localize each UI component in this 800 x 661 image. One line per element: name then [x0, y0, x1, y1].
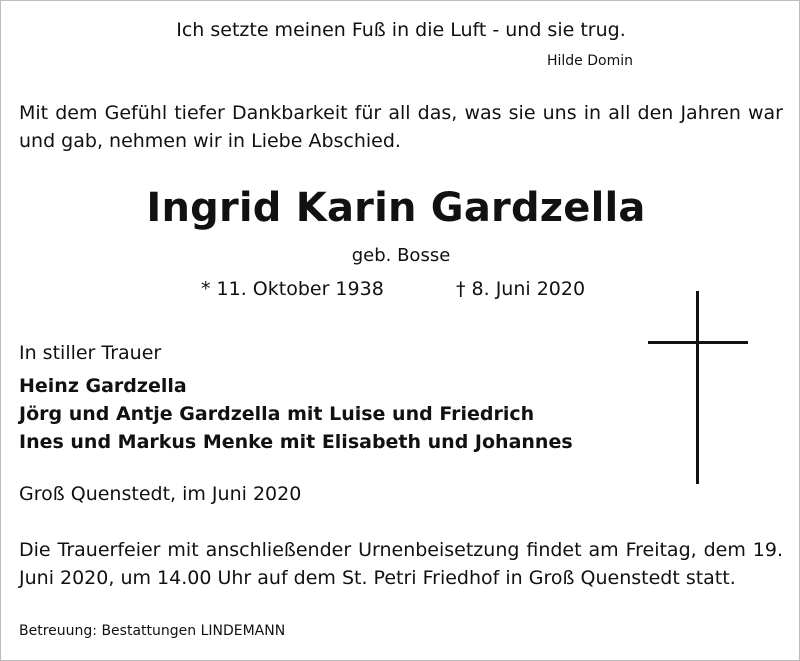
deceased-name: Ingrid Karin Gardzella: [146, 185, 646, 231]
death-date: † 8. Juni 2020: [456, 278, 586, 300]
funeral-home-credit: Betreuung: Bestattungen LINDEMANN: [19, 623, 286, 639]
cross-vertical-bar: [696, 291, 699, 484]
mourner-entry: Ines und Markus Menke mit Elisabeth und Johannes: [19, 431, 573, 453]
mourner-entry: Jörg und Antje Gardzella mit Luise und Friedrich: [19, 403, 535, 425]
ceremony-text: Die Trauerfeier mit anschließender Urnenbeisetzung findet am Freitag, dem 19. Juni 2020, um 14.00 Uhr auf dem St. Petri Friedhof in Groß Quenstedt statt.: [19, 539, 783, 589]
birth-date: * 11. Oktober 1938: [201, 278, 384, 300]
place-date: Groß Quenstedt, im Juni 2020: [19, 483, 302, 505]
mourners-list: [19, 372, 573, 456]
maiden-name: geb. Bosse: [351, 245, 451, 266]
cross-horizontal-bar: [648, 341, 748, 344]
mourning-label: In stiller Trauer: [19, 342, 162, 364]
quote-author: Hilde Domin: [546, 53, 633, 69]
quote-text: Ich setzte meinen Fuß in die Luft - und sie trug.: [176, 19, 626, 41]
intro-text: Mit dem Gefühl tiefer Dankbarkeit für all das, was sie uns in all den Jahren war und gab, nehmen wir in Liebe Abschied.: [19, 102, 783, 152]
mourner-entry: Heinz Gardzella: [19, 375, 187, 397]
